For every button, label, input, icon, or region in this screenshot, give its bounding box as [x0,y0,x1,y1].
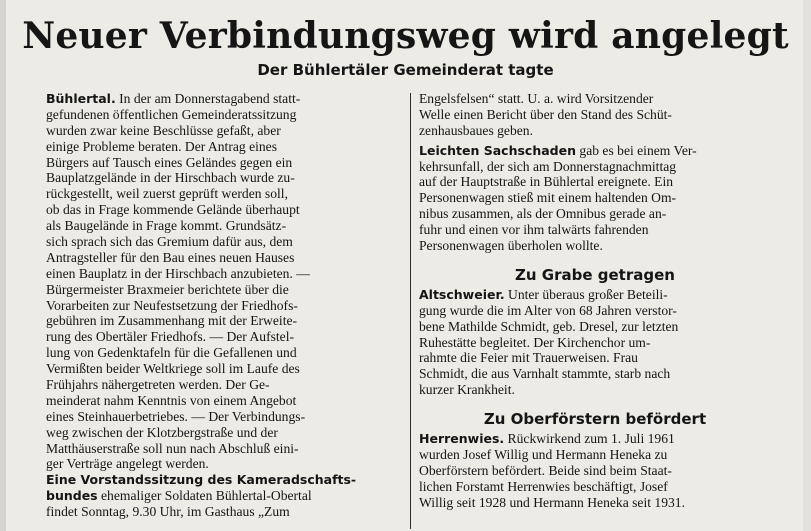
article-line: Bühlertal. In der am Donnerstagabend statt- [46,91,301,106]
article-line: Engelsfelsen“ statt. U. a. wird Vorsitzender [419,91,654,106]
sachschaden-lead: Leichten Sachschaden [419,142,576,158]
article-line: Oberförstern befördert. Beide sind beim Staat- [419,462,672,478]
article-line [46,472,404,488]
article-line: Matthäuserstraße soll nun nach Abschluß eini- [46,440,299,456]
section-heading-grabe: Zu Grabe getragen [515,265,675,284]
article-line: sich sprach sich das Gremium dafür aus, dem [46,234,293,250]
article-line: Bürgers auf Tausch eines Geländes gegen ein [46,154,293,170]
article-line: Bürgermeister Braxmeier berichtete über die [46,281,289,297]
article-line: Willig seit 1928 und Hermann Heneka seit 1931. [419,494,685,510]
article-line: rückgestellt, weil zuerst geprüft werden soll, [46,186,288,202]
article-line: lung von Gedenktafeln für die Gefallenen und [46,345,297,361]
article-line: Ruhestätte begleitet. Der Kirchenchor um- [419,334,651,350]
article-line: Altschweier. Unter überaus großer Beteili- [419,286,668,302]
subheadline: Der Bühlertäler Gemeinderat tagte [257,61,554,79]
article-line: Vermißten beider Weltkriege soll im Laufe des [46,361,300,377]
article-line: findet Sonntag, 9.30 Uhr, im Gasthaus „Zum [46,504,290,520]
article-line: gung wurde die im Alter von 68 Jahren verstor- [419,302,677,318]
article-line: wurden Josef Willig und Hermann Heneka zu [419,447,668,463]
article-line: wurden zwar keine Beschlüsse gefaßt, aber [46,122,281,138]
article-line: als Baugelände in Frage kommt. Grundsätz- [46,218,287,234]
section-heading-oberfoerstern: Zu Oberförstern befördert [483,410,707,429]
article-line: meinderat nahm Kenntnis von einem Angebot [46,392,297,408]
headline: Neuer Verbindungsweg wird angelegt [22,15,789,57]
kameradschaftsbund-lead: Eine Vorstandssitzung des Kameradschafts- [46,472,357,488]
article-line: Herrenwies. Rückwirkend zum 1. Juli 1961 [419,431,675,447]
article-line: bene Mathilde Schmidt, geb. Dresel, zur letzten [419,318,679,334]
article-line: gebühren im Zusammenhang mit der Erweite- [46,313,298,329]
article-line: Frühjahrs nähergetreten werden. Der Ge- [46,377,270,393]
article-line: einen Bauplatz in der Hirschbach anzubieten. — [46,265,310,281]
article-line: lichen Forstamt Herrenwies beschäftigt, Josef [419,478,668,494]
column-divider [410,93,411,529]
article-line: eines Steinhauerbetriebes. — Der Verbindungs- [46,408,306,424]
article-line: einige Probleme beraten. Der Antrag eines [46,138,278,154]
left-column [46,91,404,520]
dateline-altschweier: Altschweier. [419,286,505,302]
article-line: Antragsteller für den Bau eines neuen Hauses [46,249,295,265]
article-line: Leichten Sachschaden gab es bei einem Ver- [419,142,697,158]
article-line: Schmidt, die aus Varnhalt stammte, starb nach [419,366,671,382]
article-line: kurzer Krankheit. [419,382,515,398]
right-column [419,91,771,511]
dateline-buehlertal: Bühlertal. [46,91,116,106]
article-line: Personenwagen stieß mit einem haltenden Om- [419,190,677,206]
dateline-herrenwies: Herrenwies. [419,431,505,447]
article-line: gefundenen öffentlichen Gemeinderatssitzung [46,106,297,122]
article-line: ger Verträge angelegt werden. [46,456,209,472]
article-line: bundes ehemaliger Soldaten Bühlertal-Obertal [46,488,312,504]
article-line: Personenwagen überholen wollte. [419,238,603,254]
article-line: weg zwischen der Klotzbergstraße und der [46,424,278,440]
article-line: Bauplatzgelände in der Hirschbach wurde zu- [46,170,295,186]
article-line: Welle einen Bericht über den Stand des Schüt- [419,106,672,122]
article-line: kehrsunfall, der sich am Donnerstagnachmittag [419,158,677,174]
article-line: auf der Hauptstraße in Bühlertal ereignete. Ein [419,174,674,190]
article-line: nibus zusammen, als der Omnibus gerade an- [419,206,667,222]
article-line: rung des Obertäler Friedhofs. — Der Aufstel- [46,329,295,345]
article-line: zenhausbaues geben. [419,122,533,138]
article-line: rahmte die Feier mit Trauerweisen. Frau [419,350,638,366]
article-line: ob das in Frage kommende Gelände überhaupt [46,202,300,218]
article-line: Vorarbeiten zur Neufestsetzung der Friedhofs- [46,297,298,313]
article-line: fuhr und einen vor ihm talwärts fahrenden [419,222,649,238]
